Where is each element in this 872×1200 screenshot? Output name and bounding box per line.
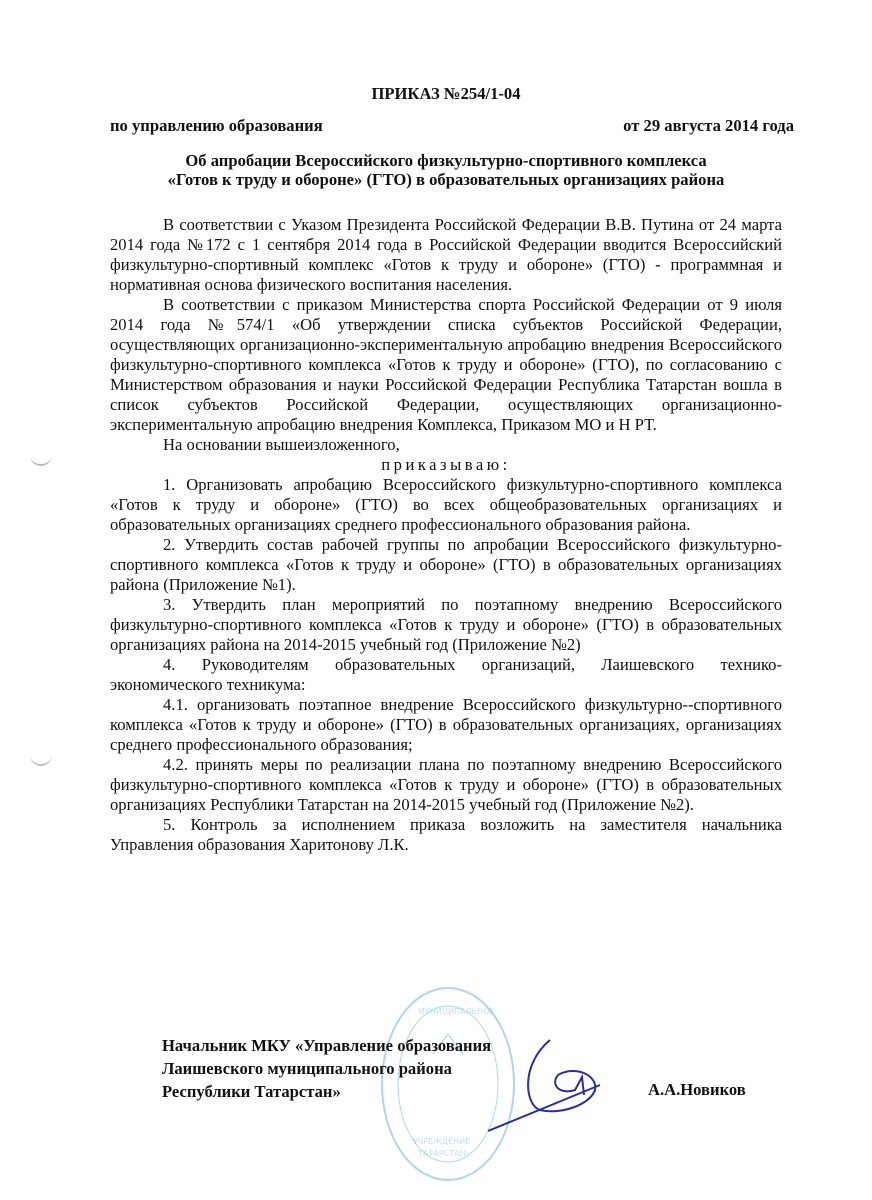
svg-text:УЧРЕЖДЕНИЕ: УЧРЕЖДЕНИЕ — [413, 1137, 471, 1146]
order-item: 2. Утвердить состав рабочей группы по апробации Всероссийского физкультурно-спортивного комплекса «Готов к труду и обороне» (ГТО) в образовательных организациях района (Приложение №1). — [110, 535, 782, 594]
paragraph: В соответствии с Указом Президента Российской Федерации В.В. Путина от 24 марта 2014 года №172 с 1 сентября 2014 года в Российской Федерации вводится Всероссийский физкультурно-спортивный комплекс «Готов к труду и обороне» (ГТО) - программная и нормативная основа физического воспитания населения. — [110, 215, 782, 294]
paragraph: На основании вышеизложенного, — [163, 435, 400, 454]
signer-position-line: Начальник МКУ «Управление образования — [162, 1036, 492, 1055]
document-date: от 29 августа 2014 года — [623, 116, 794, 135]
handwritten-signature — [480, 1035, 620, 1135]
document-title: ПРИКАЗ №254/1-04 — [371, 84, 521, 103]
signer-position-line: Лаишевского муниципального района — [162, 1059, 452, 1078]
document-subject: Об апробации Всероссийского физкультурно-спортивного комплекса «Готов к труду и обороне» (ГТО) в образовательных организациях района — [167, 151, 725, 189]
svg-text:МУНИЦИПАЛЬНОЕ: МУНИЦИПАЛЬНОЕ — [418, 1007, 495, 1016]
svg-text:ТАТАРСТАН: ТАТАРСТАН — [418, 1149, 466, 1158]
order-word: приказываю: — [381, 455, 511, 474]
order-item: 4.2. принять меры по реализации плана по поэтапному внедрению Всероссийского физкультурно-спортивного комплекса «Готов к труду и обороне» (ГТО) в образовательных организациях Республики Татарстан на 2014-2015 учебный год (Приложение №2). — [110, 755, 782, 814]
punch-hole-mark — [30, 752, 52, 766]
punch-hole-mark — [30, 452, 52, 466]
order-item: 3. Утвердить план мероприятий по поэтапному внедрению Всероссийского физкультурно-спортивного комплекса «Готов к труду и обороне» (ГТО) в образовательных организациях района на 2014-2015 учебный год (Приложение №2) — [110, 595, 782, 654]
order-item: 4. Руководителям образовательных организаций, Лаишевского технико-экономического техникума: — [110, 655, 782, 694]
order-item: 4.1. организовать поэтапное внедрение Всероссийского физкультурно--спортивного комплекса «Готов к труду и обороне» (ГТО) в образовательных организациях, организациях среднего профессионального образования; — [110, 695, 782, 754]
signer-position-line: Республики Татарстан» — [162, 1082, 341, 1101]
issuing-org: по управлению образования — [110, 116, 323, 135]
document-body — [110, 84, 794, 855]
signature-block — [162, 1034, 491, 1103]
paragraph: В соответствии с приказом Министерства спорта Российской Федерации от 9 июля 2014 года №574/1 «Об утверждении списка субъектов Российской Федерации, осуществляющих организационно-экспериментальную апробацию внедрения Всероссийского физкультурно-спортивного комплекса «Готов к труду и обороне» (ГТО), по согласованию с Министерством образования и науки Российской Федерации Республика Татарстан вошла в список субъектов Российской Федерации, осуществляющих организационно-экспериментальную апробацию внедрения Комплекса, Приказом МО и Н РТ. — [110, 295, 782, 434]
header-line — [110, 116, 794, 136]
order-item: 1. Организовать апробацию Всероссийского физкультурно-спортивного комплекса «Готов к труду и обороне» (ГТО) во всех общеобразовательных организациях и образовательных организациях среднего профессионального образования района. — [110, 475, 782, 534]
signer-name: А.А.Новиков — [648, 1080, 746, 1099]
order-item: 5. Контроль за исполнением приказа возложить на заместителя начальника Управления образования Харитонову Л.К. — [110, 815, 782, 854]
